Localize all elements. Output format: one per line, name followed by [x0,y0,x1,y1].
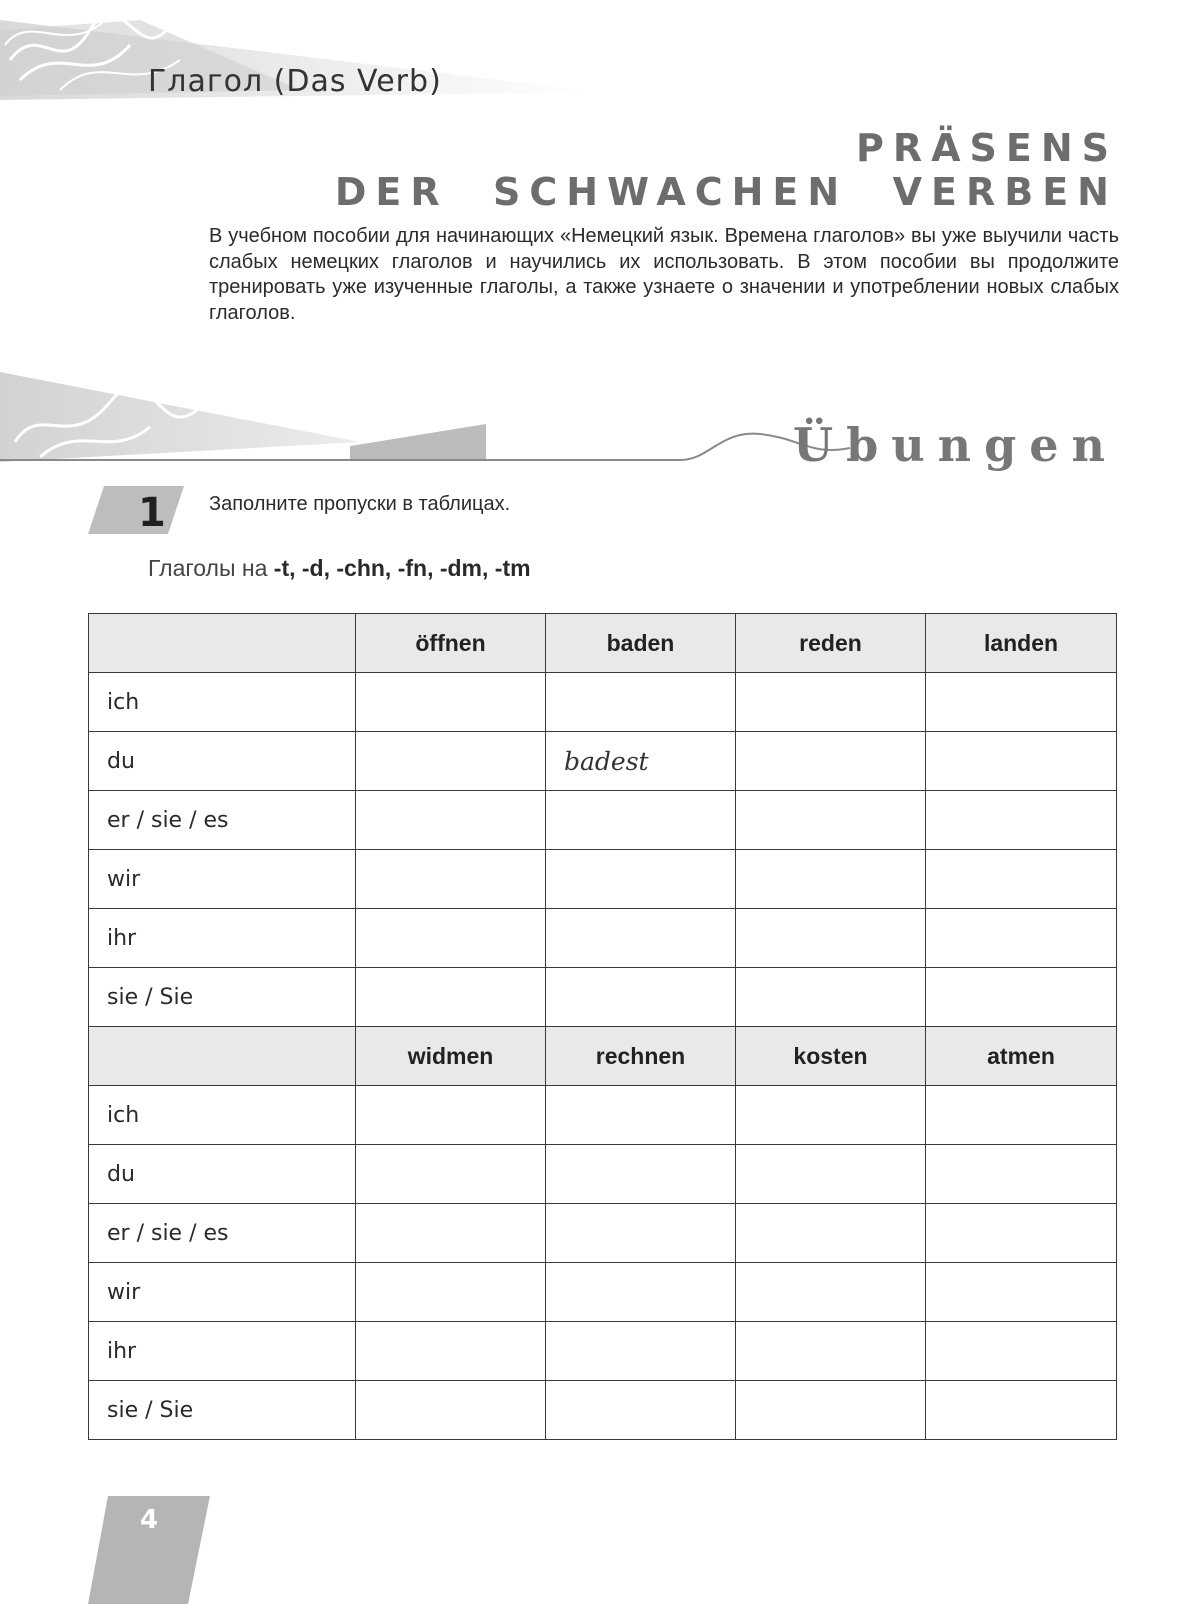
answer-cell[interactable] [356,1322,546,1381]
table-row [89,791,1117,850]
answer-cell[interactable] [356,1145,546,1204]
pronoun-cell: er / sie / es [89,791,356,850]
header-cell-empty [89,614,356,673]
table-row [89,850,1117,909]
pronoun-cell: ich [89,673,356,732]
answer-cell[interactable] [926,968,1117,1027]
answer-cell[interactable] [736,732,926,791]
title-line-2: DER SCHWACHEN VERBEN [334,170,1118,214]
answer-cell[interactable] [546,1086,736,1145]
verb-header: öffnen [356,614,546,673]
pronoun-cell: du [89,1145,356,1204]
exercise-instruction: Заполните пропуски в таблицах. [209,493,511,515]
verb-header: kosten [736,1027,926,1086]
pronoun-cell: sie / Sie [89,968,356,1027]
answer-cell[interactable] [736,1145,926,1204]
answer-cell[interactable] [736,1086,926,1145]
table-row [89,1322,1117,1381]
verb-header: widmen [356,1027,546,1086]
subtitle-endings: -t, -d, -chn, -fn, -dm, -tm [273,555,531,581]
verb-header: rechnen [546,1027,736,1086]
table-row [89,1086,1117,1145]
header-cell-empty [89,1027,356,1086]
answer-cell[interactable] [546,791,736,850]
answer-cell[interactable] [546,909,736,968]
answer-cell[interactable] [926,1322,1117,1381]
answer-cell[interactable] [356,732,546,791]
answer-cell[interactable] [546,850,736,909]
pronoun-cell: du [89,732,356,791]
answer-cell[interactable] [546,968,736,1027]
sample-answer-cell: badest [546,732,736,791]
pronoun-cell: ihr [89,1322,356,1381]
answer-cell[interactable] [546,1263,736,1322]
answer-cell[interactable] [926,1381,1117,1440]
pronoun-cell: sie / Sie [89,1381,356,1440]
table-row [89,732,1117,791]
answer-cell[interactable] [356,1263,546,1322]
verb-header: atmen [926,1027,1117,1086]
pronoun-cell: ich [89,1086,356,1145]
exercises-heading: Übungen [792,418,1118,472]
answer-cell[interactable] [356,1381,546,1440]
pronoun-cell: wir [89,850,356,909]
answer-cell[interactable] [356,909,546,968]
answer-cell[interactable] [736,968,926,1027]
answer-cell[interactable] [926,673,1117,732]
verb-header: baden [546,614,736,673]
title-line-1: PRÄSENS [855,126,1118,170]
page-title [335,126,1118,214]
answer-cell[interactable] [546,673,736,732]
table-row [89,1204,1117,1263]
subtitle-prefix: Глаголы на [148,555,274,581]
answer-cell[interactable] [356,1086,546,1145]
table-row [89,1263,1117,1322]
answer-cell[interactable] [926,1086,1117,1145]
answer-cell[interactable] [356,850,546,909]
table-row [89,1145,1117,1204]
conjugation-table [88,613,1117,1440]
exercise-subtitle [148,555,531,582]
pronoun-cell: wir [89,1263,356,1322]
verb-header: landen [926,614,1117,673]
answer-cell[interactable] [356,968,546,1027]
answer-cell[interactable] [926,909,1117,968]
answer-cell[interactable] [736,673,926,732]
answer-cell[interactable] [736,1263,926,1322]
answer-cell[interactable] [736,791,926,850]
answer-cell[interactable] [546,1145,736,1204]
answer-cell[interactable] [926,850,1117,909]
table-header-row [89,614,1117,673]
pronoun-cell: er / sie / es [89,1204,356,1263]
intro-paragraph: В учебном пособии для начинающих «Немецкий язык. Времена глаголов» вы уже выучили часть слабых немецких глаголов и научились их использовать. В этом пособии вы продолжите тренировать уже изученные глаголы, а также узнаете о значении и употреблении новых слабых глаголов. [209,225,1119,324]
answer-cell[interactable] [926,1204,1117,1263]
answer-cell[interactable] [926,1145,1117,1204]
answer-cell[interactable] [546,1381,736,1440]
pronoun-cell: ihr [89,909,356,968]
answer-cell[interactable] [356,791,546,850]
exercise-number-badge [88,486,184,534]
verb-header: reden [736,614,926,673]
answer-cell[interactable] [736,850,926,909]
page-number: 4 [140,1505,159,1535]
table-row [89,909,1117,968]
answer-cell[interactable] [736,1204,926,1263]
table-header-row [89,1027,1117,1086]
answer-cell[interactable] [736,1381,926,1440]
answer-cell[interactable] [356,673,546,732]
answer-cell[interactable] [736,1322,926,1381]
answer-cell[interactable] [926,791,1117,850]
answer-cell[interactable] [926,732,1117,791]
answer-cell[interactable] [546,1322,736,1381]
answer-cell[interactable] [546,1204,736,1263]
answer-cell[interactable] [926,1263,1117,1322]
table-row [89,1381,1117,1440]
answer-cell[interactable] [356,1204,546,1263]
answer-cell[interactable] [736,909,926,968]
table-row [89,673,1117,732]
chapter-title: Глагол (Das Verb) [148,64,442,99]
table-row [89,968,1117,1027]
exercise-number: 1 [138,490,166,536]
